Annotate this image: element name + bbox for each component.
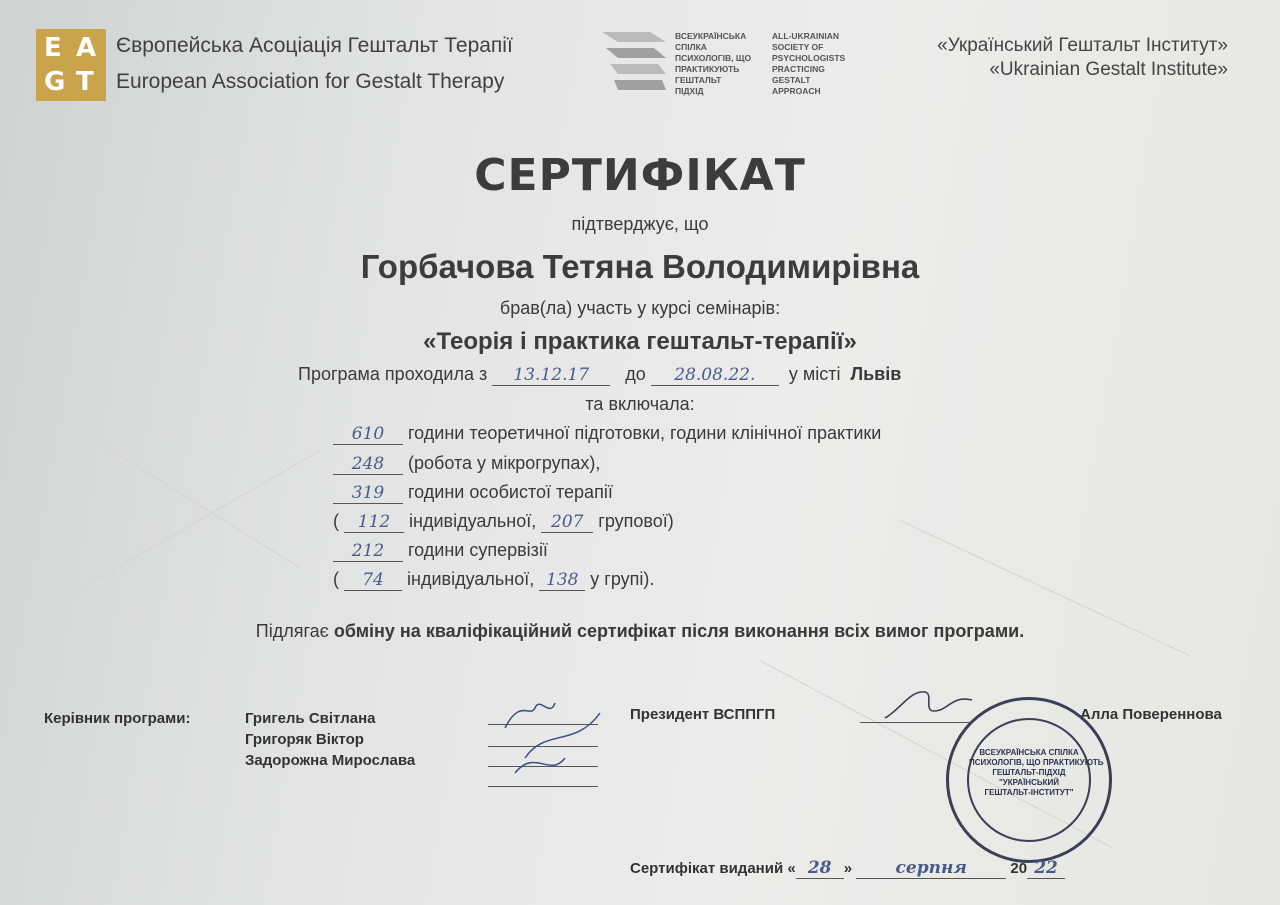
- group-therapy-hours: 207: [541, 512, 593, 533]
- handwritten-signature-icon: [495, 688, 615, 783]
- eagt-logo: E A G T: [36, 29, 106, 101]
- city: Львів: [850, 364, 902, 384]
- course-title: «Теорія і практика гештальт-терапії»: [423, 328, 857, 355]
- vsp-logo-icon: [600, 28, 670, 100]
- theory-hours: 610: [333, 424, 403, 445]
- issued-year: 22: [1027, 858, 1065, 879]
- confirms-text: підтверджує, що: [571, 214, 709, 234]
- eagt-name-en: European Association for Gestalt Therapy: [116, 70, 505, 93]
- certificate-title: СЕРТИФІКАТ: [474, 150, 806, 201]
- president-name: Алла Повереннова: [1080, 706, 1222, 723]
- took-part-text: брав(ла) участь у курсі семінарів:: [499, 298, 781, 318]
- president-signature-icon: [880, 680, 980, 725]
- recipient-name: Горбачова Тетяна Володимирівна: [360, 248, 920, 285]
- group-supervision-hours: 138: [539, 570, 585, 591]
- signature-line: [488, 786, 598, 787]
- therapy-split-row: ( 112 індивідуальної, 207 групової): [333, 511, 674, 532]
- vsp-name-ua: ВСЕУКРАЇНСЬКА СПІЛКА ПСИХОЛОГІВ, ЩО ПРАКТИКУЮТЬ ГЕШТАЛЬТ ПІДХІД: [675, 31, 752, 96]
- ugi-name-ua: «Український Гештальт Інститут»: [937, 35, 1228, 56]
- leader-name: Задорожна Мирослава: [245, 752, 416, 769]
- issued-month: серпня: [856, 858, 1006, 879]
- exchange-note: Підлягає обміну на кваліфікаційний сертифікат після виконання всіх вимог програми.: [255, 621, 1025, 641]
- eagt-name-ua: Європейська Асоціація Гештальт Терапії: [116, 34, 513, 57]
- president-label: Президент ВСППГП: [630, 706, 776, 723]
- leader-name: Григель Світлана: [245, 710, 376, 727]
- leaders-label: Керівник програми:: [44, 710, 191, 727]
- date-from: 13.12.17: [492, 365, 610, 386]
- background-line: [79, 430, 300, 569]
- background-line: [60, 450, 320, 601]
- ugi-name-en: «Ukrainian Gestalt Institute»: [989, 59, 1228, 80]
- ind-supervision-hours: 74: [344, 570, 402, 591]
- supervision-row: 212 години супервізії: [333, 540, 548, 562]
- micro-hours: 248: [333, 454, 403, 475]
- issued-day: 28: [796, 858, 844, 879]
- date-to: 28.08.22.: [651, 365, 779, 386]
- theory-row: 610 години теоретичної підготовки, години клінічної практики: [333, 423, 881, 445]
- issued-row: Сертифікат виданий « 28 » серпня 20 22: [630, 858, 1065, 879]
- included-text: та включала:: [585, 394, 695, 414]
- ind-therapy-hours: 112: [344, 512, 404, 533]
- program-dates-row: Програма проходила з 13.12.17 до 28.08.22. у місті Львів: [298, 364, 902, 385]
- therapy-row: 319 години особистої терапії: [333, 482, 613, 504]
- supervision-hours: 212: [333, 541, 403, 562]
- supervision-split-row: ( 74 індивідуальної, 138 у групі).: [333, 569, 655, 590]
- micro-row: 248 (робота у мікрогрупах),: [333, 453, 600, 475]
- therapy-hours: 319: [333, 483, 403, 504]
- official-stamp: ВСЕУКРАЇНСЬКА СПІЛКА ПСИХОЛОГІВ, ЩО ПРАКТИКУЮТЬ ГЕШТАЛЬТ-ПІДХІД "УКРАЇНСЬКИЙ ГЕШТАЛЬТ-ІНСТИТУТ": [946, 697, 1112, 863]
- vsp-name-en: ALL-UKRAINIAN SOCIETY OF PSYCHOLOGISTS PRACTICING GESTALT APPROACH: [772, 31, 846, 96]
- leader-name: Григоряк Віктор: [245, 731, 364, 748]
